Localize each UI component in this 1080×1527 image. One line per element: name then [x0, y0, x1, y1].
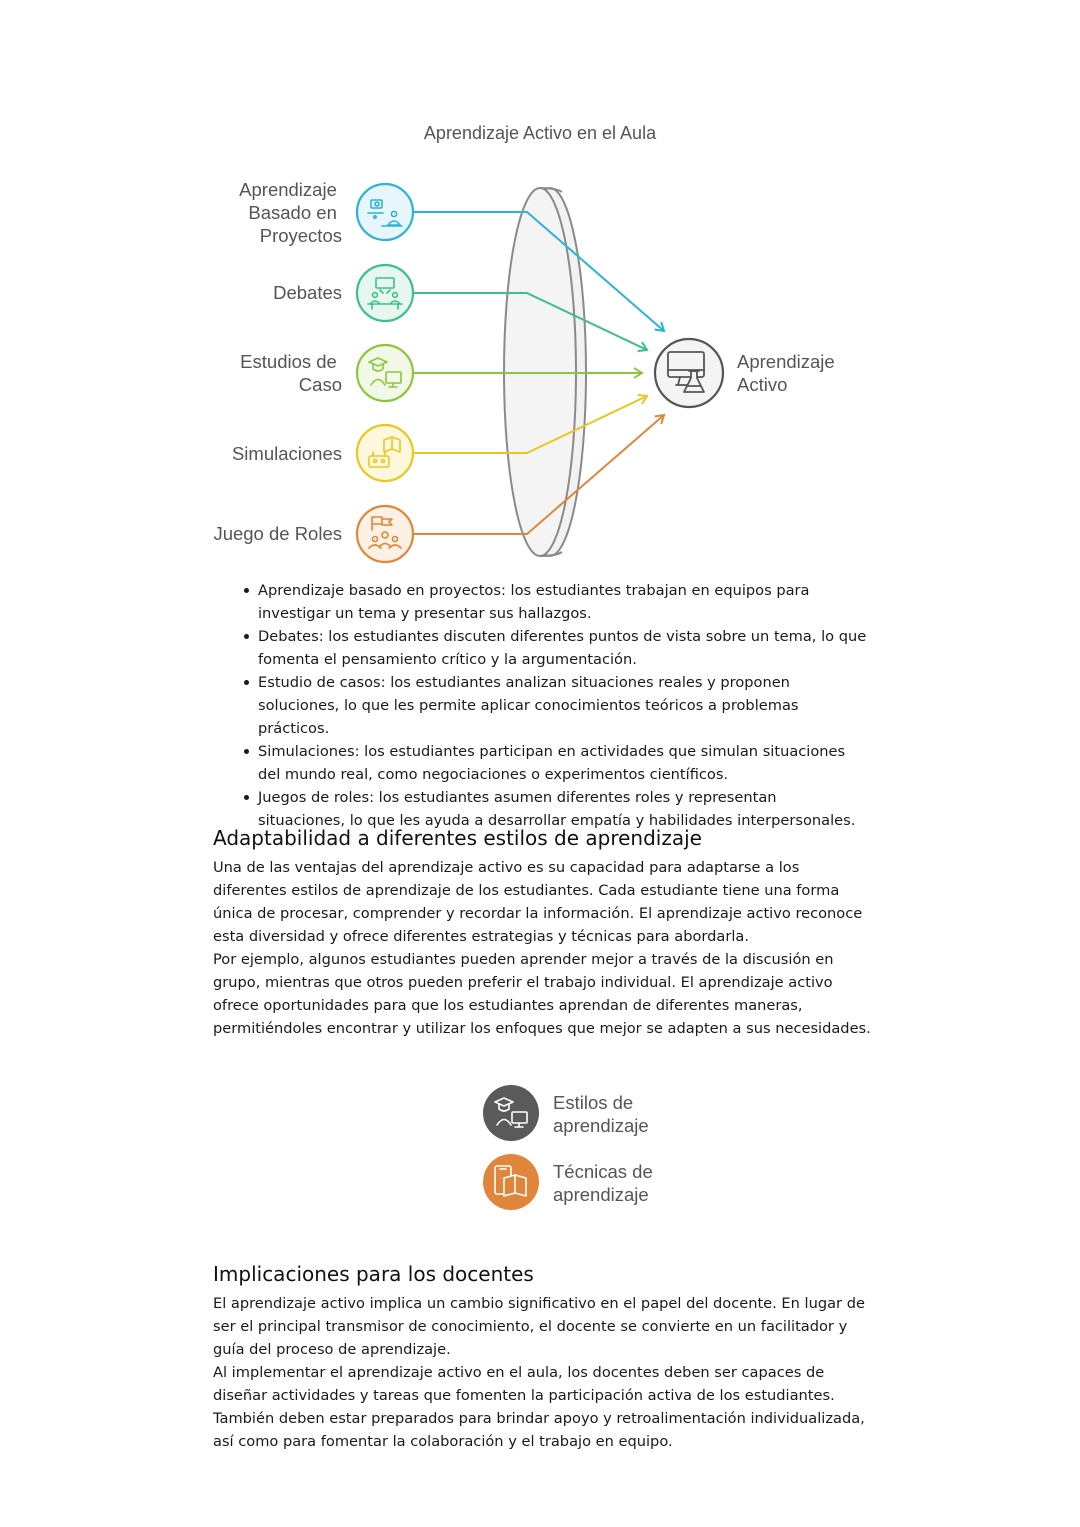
input-label-role-play: Juego de Roles	[213, 523, 342, 544]
output-node-active-learning	[655, 339, 723, 407]
list-item: Debates: los estudiantes discuten diferentes puntos de vista sobre un tema, lo que fomenta el pensamiento crítico y la argumentación.	[258, 625, 868, 671]
legend-item-styles	[483, 1085, 649, 1141]
list-item: Aprendizaje basado en proyectos: los estudiantes trabajan en equipos para investigar un tema y presentar sus hallazgos.	[258, 579, 868, 625]
section-heading: Implicaciones para los docentes	[213, 1262, 534, 1286]
methods-bullet-list	[213, 579, 868, 832]
active-learning-diagram	[0, 0, 1080, 570]
input-label-debates: Debates	[273, 282, 342, 303]
input-node-case-studies	[357, 345, 413, 401]
input-label-simulations: Simulaciones	[231, 443, 342, 464]
legend-label: Estilos de aprendizaje	[553, 1092, 649, 1136]
section-heading: Adaptabilidad a diferentes estilos de aprendizaje	[213, 826, 702, 850]
input-label-projects: Aprendizaje Basado en Proyectos	[239, 179, 342, 246]
paragraph: Una de las ventajas del aprendizaje activo es su capacidad para adaptarse a los diferentes estilos de aprendizaje de los estudiantes. Cada estudiante tiene una forma única de procesar, comprender y recordar la información. El aprendizaje activo reconoce esta diversidad y ofrece diferentes estrategias y técnicas para abordarla.	[213, 859, 863, 945]
tablet-book-icon	[495, 1166, 526, 1196]
section-adaptability	[213, 826, 873, 1040]
input-node-role-play	[357, 506, 413, 562]
list-item: Simulaciones: los estudiantes participan en actividades que simulan situaciones del mundo real, como negociaciones o experimentos científicos.	[258, 740, 868, 786]
input-node-projects	[357, 184, 413, 240]
legend-label: Técnicas de aprendizaje	[553, 1161, 653, 1205]
graduate-computer-icon	[495, 1098, 527, 1127]
input-label-case-studies: Estudios de Caso	[240, 351, 342, 395]
input-node-debates	[357, 265, 413, 321]
input-node-simulations	[357, 425, 413, 481]
diagram-title: Aprendizaje Activo en el Aula	[423, 123, 657, 143]
paragraph: Por ejemplo, algunos estudiantes pueden aprender mejor a través de la discusión en grupo, mientras que otros pueden preferir el trabajo individual. El aprendizaje activo ofrece oportunidades para que los estudiantes aprendan de diferentes maneras, permitiéndoles encontrar y utilizar los enfoques que mejor se adapten a sus necesidades.	[213, 951, 871, 1037]
paragraph: Al implementar el aprendizaje activo en el aula, los docentes deben ser capaces de diseñar actividades y tareas que fomenten la participación activa de los estudiantes. También deben estar preparados para brindar apoyo y retroalimentación individualizada, así como para fomentar la colaboración y el trabajo en equipo.	[213, 1364, 865, 1450]
output-label: Aprendizaje Activo	[737, 351, 835, 395]
list-item: Estudio de casos: los estudiantes analizan situaciones reales y proponen soluciones, lo que les permite aplicar conocimientos teóricos a problemas prácticos.	[258, 671, 868, 740]
list-item: Juegos de roles: los estudiantes asumen diferentes roles y representan situaciones, lo que les ayuda a desarrollar empatía y habilidades interpersonales.	[258, 786, 868, 832]
section-teachers	[213, 1262, 873, 1453]
paragraph: El aprendizaje activo implica un cambio significativo en el papel del docente. En lugar de ser el principal transmisor de conocimiento, el docente se convierte en un facilitador y guía del proceso de aprendizaje.	[213, 1295, 865, 1358]
legend-item-techniques	[483, 1154, 658, 1210]
